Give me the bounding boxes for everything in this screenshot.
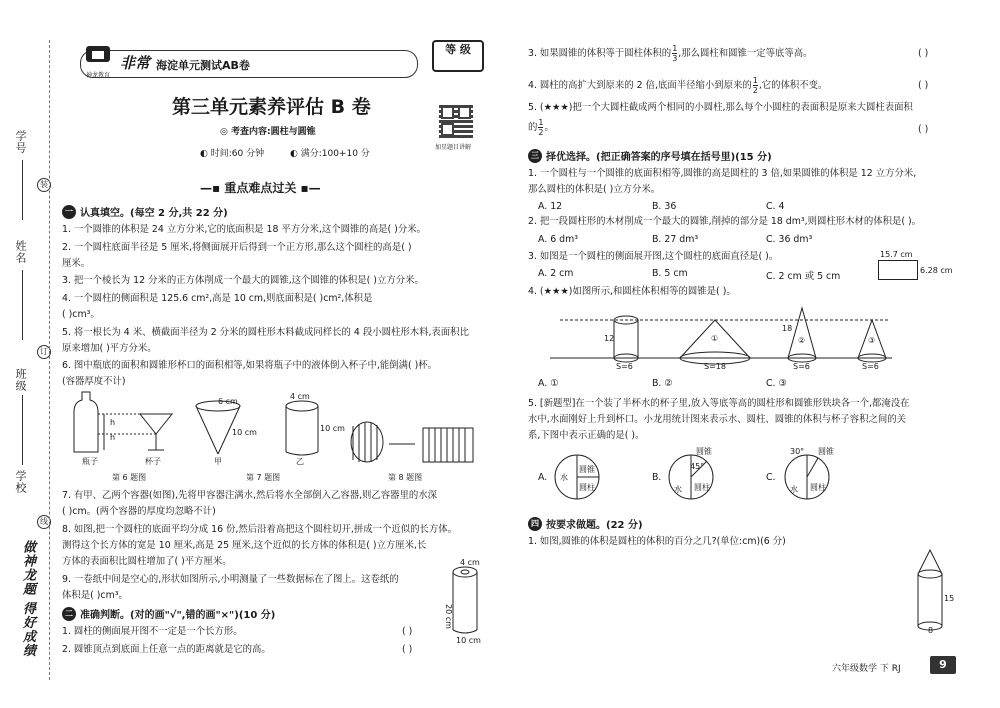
pie-angle: 45° xyxy=(690,462,705,471)
qr-finder xyxy=(458,106,471,119)
score-text: 满分:100+10 分 xyxy=(300,149,370,159)
field-label-class: 班级 xyxy=(14,368,27,392)
exam-score: ◐ 满分:100+10 分 xyxy=(290,149,370,159)
field-label-student-id: 学号 xyxy=(14,130,27,154)
section-heading-fill xyxy=(62,204,228,219)
pie-option-b-label[interactable]: B. xyxy=(652,472,662,483)
pie-cone: 圆锥 xyxy=(818,447,834,456)
section-banner-text: 重点难点过关 xyxy=(224,181,297,195)
binding-seal: 线 xyxy=(37,515,51,529)
q5-text: 。 xyxy=(544,122,554,133)
option-c[interactable]: C. ③ xyxy=(766,378,787,389)
fig7-d4: 4 cm xyxy=(290,392,310,401)
option-a[interactable]: A. 12 xyxy=(538,201,563,212)
question-line: 5. 将一根长为 4 米、横截面半径为 2 分米的圆柱形木料截成同样长的 4 段小圆柱形木料,表面积比 xyxy=(62,327,469,338)
option-b[interactable]: B. ② xyxy=(652,378,673,389)
page-number: 9 xyxy=(930,656,956,674)
binding-dashed-line xyxy=(49,40,50,680)
cone1-base: S=18 xyxy=(704,362,726,371)
choice-question: 5. [新题型]在一个装了半杯水的杯子里,放入等底等高的圆柱形和圆锥形铁块各一个,都淹没在 xyxy=(528,398,910,409)
cone1-label: ① xyxy=(711,334,719,343)
task-question: 1. 如图,圆锥的体积是圆柱的体积的百分之几?(单位:cm)(6 分) xyxy=(528,536,786,547)
cyl-base: S=6 xyxy=(616,362,633,371)
pie-option-a-label[interactable]: A. xyxy=(538,472,548,483)
fig8-caption: 第 8 题图 xyxy=(388,473,423,482)
rect-height-label: 6.28 cm xyxy=(920,266,953,275)
bottle-label: 瓶子 xyxy=(82,457,98,466)
choice-question: 那么圆柱的体积是( )立方分米。 xyxy=(528,184,661,195)
qr-code[interactable] xyxy=(439,104,473,138)
cone2-base: S=6 xyxy=(793,362,810,371)
section-number: 一 xyxy=(62,205,76,219)
motto: 做神龙题 得好成绩 xyxy=(20,540,35,658)
choice-question: 1. 一个圆柱与一个圆锥的底面积相等,圆锥的高是圆柱的 3 倍,如果圆锥的体积是 12 立方分米, xyxy=(528,168,917,179)
judge-question-3 xyxy=(528,44,813,63)
roll-height-label: 20 cm xyxy=(444,604,453,629)
logo-text: 神龙教育 xyxy=(85,72,110,79)
numerator: 1 xyxy=(752,76,758,85)
pie-water: 水 xyxy=(790,485,798,494)
question-line: 6. 图中瓶底的面积和圆锥形杯口的面积相等,如果将瓶子中的液体倒入杯子中,能倒满( )杯。 xyxy=(62,360,438,371)
denominator: 3 xyxy=(672,54,678,63)
section-banner: —▪ 重点难点过关 ▪— xyxy=(200,181,321,195)
question-line: 测得这个长方体的宽是 10 厘米,高是 25 厘米,这个近似的长方体的体积是( )立方厘米,长 xyxy=(62,540,427,551)
grade-box xyxy=(432,40,484,72)
pie-cyl: 圆柱 xyxy=(694,483,710,492)
cup-label: 杯子 xyxy=(145,457,161,466)
cone3-base: S=6 xyxy=(862,362,879,371)
fig6-h-label: h xyxy=(110,433,116,442)
question-line: 7. 有甲、乙两个容器(如图),先将甲容器注满水,然后将水全部倒入乙容器,则乙容器里的水深 xyxy=(62,490,438,501)
choice-question: 水中,水面刚好上升到杯口。小龙用统计图来表示水、圆柱、圆锥的体积与杯子容积之间的关 xyxy=(528,414,906,425)
pie-option-c-label[interactable]: C. xyxy=(766,472,776,483)
option-b[interactable]: B. 5 cm xyxy=(652,268,688,279)
numerator: 1 xyxy=(538,118,544,127)
answer-paren[interactable]: ( ) xyxy=(918,80,929,91)
question-line: ( )cm。(两个容器的厚度均忽略不计) xyxy=(62,506,216,517)
fraction xyxy=(753,76,758,95)
option-b[interactable]: B. 27 dm³ xyxy=(652,234,699,245)
jia-label: 甲 xyxy=(214,457,222,466)
cyl-height: 12 xyxy=(604,334,615,343)
judge-question: 2. 圆锥顶点到底面上任意一点的距离就是它的高。 xyxy=(62,644,271,655)
pie-water: 水 xyxy=(560,473,568,482)
numerator: 1 xyxy=(672,44,678,53)
exam-scope: ◎ 考查内容:圆柱与圆锥 xyxy=(220,127,316,137)
binding-seal: 装 xyxy=(37,178,51,192)
figure-7 xyxy=(190,392,340,460)
q5-text: 的 xyxy=(528,122,538,133)
yi-label: 乙 xyxy=(296,457,304,466)
unfolded-rect xyxy=(878,260,918,280)
option-a[interactable]: A. 6 dm³ xyxy=(538,234,578,245)
choice-question: 3. 如图是一个圆柱的侧面展开图,这个圆柱的底面直径是( )。 xyxy=(528,251,779,262)
question-line: 2. 一个圆柱底面半径是 5 厘米,将侧面展开后得到一个正方形,那么这个圆柱的高是( ) xyxy=(62,242,412,253)
class-line xyxy=(22,395,23,465)
pie-cyl: 圆柱 xyxy=(579,483,595,492)
question-line: 方体的表面积比圆柱增加了( )平方厘米。 xyxy=(62,556,232,567)
rect-width-label: 15.7 cm xyxy=(880,250,913,259)
option-b[interactable]: B. 36 xyxy=(652,201,677,212)
judge-question-5b xyxy=(528,118,554,137)
section-title: 择优选择。(把正确答案的序号填在括号里)(15 分) xyxy=(546,152,772,163)
question-line: 原来增加( )平方分米。 xyxy=(62,343,157,354)
question-line: 3. 把一个棱长为 12 分米的正方体削成一个最大的圆锥,这个圆锥的体积是( )立方分米。 xyxy=(62,275,424,286)
binding-margin xyxy=(0,0,50,708)
figure-cone-on-cylinder xyxy=(908,548,954,638)
question-line: 厘米。 xyxy=(62,258,91,269)
roll-width-label: 10 cm xyxy=(456,636,481,645)
question-line: (容器厚度不计) xyxy=(62,376,126,387)
fig7-caption: 第 7 题图 xyxy=(246,473,281,482)
section-title: 认真填空。(每空 2 分,共 22 分) xyxy=(80,208,228,219)
choice-question: 系,下图中表示正确的是( )。 xyxy=(528,430,645,441)
fig6-caption: 第 6 题图 xyxy=(112,473,147,482)
cone3-label: ③ xyxy=(868,336,876,345)
option-a[interactable]: A. 2 cm xyxy=(538,268,574,279)
answer-paren[interactable]: ( ) xyxy=(402,644,413,655)
option-a[interactable]: A. ① xyxy=(538,378,559,389)
scope-text: 考查内容:圆柱与圆锥 xyxy=(231,127,316,137)
section-heading-judge xyxy=(62,606,275,621)
q4-text: ,它的体积不变。 xyxy=(758,80,828,91)
fraction xyxy=(538,118,543,137)
exam-time: ◐ 时间:60 分钟 xyxy=(200,149,265,159)
fig7-h10: 10 cm xyxy=(232,428,257,437)
option-c[interactable]: C. 4 xyxy=(766,201,785,212)
brand-name: 非常 xyxy=(120,54,151,72)
binding-seal: 订 xyxy=(37,345,51,359)
question-line: ( )cm³。 xyxy=(62,309,100,320)
cone2-height: 18 xyxy=(782,324,793,333)
qr-caption: 加星题目讲解 xyxy=(435,144,472,151)
grade-label: 等 级 xyxy=(445,43,471,56)
fig7-d6: 6 cm xyxy=(218,397,238,406)
footer-text: 六年级数学 下 RJ xyxy=(832,664,901,674)
qr-finder xyxy=(441,123,454,136)
option-c[interactable]: C. 36 dm³ xyxy=(766,234,813,245)
roll-top-label: 4 cm xyxy=(460,558,480,567)
fraction xyxy=(672,44,677,63)
question-line: 9. 一卷纸中间是空心的,形状如图所示,小明测量了一些数据标在了图上。这卷纸的 xyxy=(62,574,399,585)
choice-question: 4. (★★★)如图所示,和圆柱体积相等的圆锥是( )。 xyxy=(528,286,736,297)
name-line xyxy=(22,270,23,340)
section-heading-choice xyxy=(528,148,772,163)
q4-text: 4. 圆柱的高扩大到原来的 2 倍,底面半径缩小到原来的 xyxy=(528,80,752,91)
time-text: 时间:60 分钟 xyxy=(210,149,265,159)
denominator: 2 xyxy=(538,128,544,137)
qr-finder xyxy=(441,106,454,119)
pie-cone: 圆锥 xyxy=(579,465,595,474)
cone2-label: ② xyxy=(798,336,806,345)
fig7-h10b: 10 cm xyxy=(320,424,345,433)
figure-8 xyxy=(345,420,485,470)
field-label-school: 学校 xyxy=(14,470,27,494)
judge-question-5: 5. (★★★)把一个大圆柱截成两个相同的小圆柱,那么每个小圆柱的表面积是原来大圆柱表面积 xyxy=(528,102,913,113)
question-line: 体积是( )cm³。 xyxy=(62,590,128,601)
pie-water: 水 xyxy=(674,485,682,494)
section-number: 四 xyxy=(528,517,542,531)
brand-logo xyxy=(83,44,113,80)
q3-text: 3. 如果圆锥的体积等于圆柱体积的 xyxy=(528,48,672,59)
section-number: 二 xyxy=(62,607,76,621)
section-number: 三 xyxy=(528,149,542,163)
page-title: 第三单元素养评估 B 卷 xyxy=(172,96,371,118)
answer-paren[interactable]: ( ) xyxy=(402,626,413,637)
question-line: 1. 一个圆锥的体积是 24 立方分米,它的底面积是 18 平方分米,这个圆锥的高是( )分米。 xyxy=(62,224,426,235)
logo-icon xyxy=(83,44,113,66)
question-line: 8. 如图,把一个圆柱的底面平均分成 16 份,然后沿着高把这个圆柱切开,拼成一个近似的长方体。 xyxy=(62,524,458,535)
q3-text: ,那么圆柱和圆锥一定等底等高。 xyxy=(678,48,813,59)
fig6-h-label: h xyxy=(110,418,116,427)
judge-question-4 xyxy=(528,76,827,95)
denominator: 2 xyxy=(752,86,758,95)
cylinder-height: 15 xyxy=(944,594,955,603)
section-title: 按要求做题。(22 分) xyxy=(546,520,643,531)
student-id-line xyxy=(22,160,23,220)
pie-cyl: 圆柱 xyxy=(810,483,826,492)
judge-question: 1. 圆柱的侧面展开图不一定是一个长方形。 xyxy=(62,626,243,637)
option-c[interactable]: C. 2 cm 或 5 cm xyxy=(766,271,841,282)
pie-angle: 30° xyxy=(790,447,805,456)
answer-paren[interactable]: ( ) xyxy=(918,48,929,59)
pie-cone: 圆锥 xyxy=(696,447,712,456)
question-line: 4. 一个圆柱的侧面积是 125.6 cm²,高是 10 cm,则底面积是( )cm²,体积是 xyxy=(62,293,373,304)
choice-question: 2. 把一段圆柱形的木材削成一个最大的圆锥,削掉的部分是 18 dm³,则圆柱形木材的体积是( )。 xyxy=(528,216,922,227)
figure-6 xyxy=(68,390,198,458)
section-title: 准确判断。(对的画"√",错的画"×")(10 分) xyxy=(80,610,276,621)
field-label-name: 姓名 xyxy=(14,240,27,264)
cylinder-diameter: 8 xyxy=(928,626,934,635)
series-name: 海淀单元测试AB卷 xyxy=(156,59,250,72)
answer-paren[interactable]: ( ) xyxy=(918,124,929,135)
section-heading-tasks xyxy=(528,516,643,531)
